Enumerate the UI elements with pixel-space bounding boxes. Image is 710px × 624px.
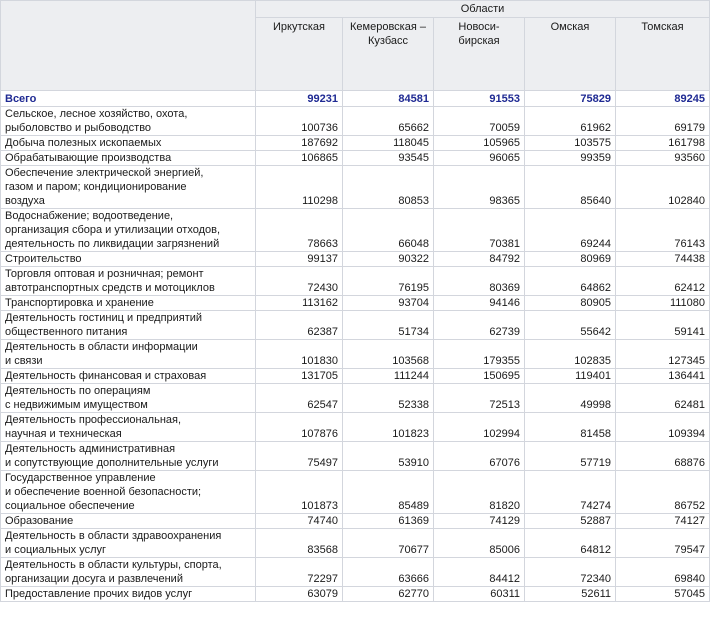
table-row [1,442,710,471]
row-label: Деятельность финансовая и страховая [1,369,256,384]
cell-value: 61369 [343,514,434,529]
cell-value: 72340 [525,558,616,587]
cell-value: 80853 [343,166,434,209]
cell-value: 69840 [616,558,710,587]
cell-value: 62739 [434,311,525,340]
column-header-novosibirsk: Новоси- бирская [434,18,525,91]
cell-value: 85489 [343,471,434,514]
cell-value: 107876 [256,413,343,442]
row-label: Деятельность по операциям с недвижимым имуществом [1,384,256,413]
cell-value: 93560 [616,151,710,166]
column-header-irkutsk: Иркутская [256,18,343,91]
row-label: Деятельность в области здравоохранения и социальных услуг [1,529,256,558]
table-row [1,340,710,369]
cell-value: 61962 [525,107,616,136]
cell-value: 62481 [616,384,710,413]
row-label: Обеспечение электрической энергией, газом и паром; кондиционирование воздуха [1,166,256,209]
cell-value: 62387 [256,311,343,340]
cell-value: 119401 [525,369,616,384]
row-label: Всего [1,91,256,107]
cell-value: 69244 [525,209,616,252]
header-corner [1,1,256,91]
cell-value: 57719 [525,442,616,471]
cell-value: 102840 [616,166,710,209]
cell-value: 74740 [256,514,343,529]
cell-value: 80369 [434,267,525,296]
row-label: Деятельность гостиниц и предприятий общественного питания [1,311,256,340]
cell-value: 93704 [343,296,434,311]
row-label: Торговля оптовая и розничная; ремонт автотранспортных средств и мотоциклов [1,267,256,296]
cell-value: 131705 [256,369,343,384]
cell-value: 74129 [434,514,525,529]
cell-value: 64862 [525,267,616,296]
cell-value: 74438 [616,252,710,267]
row-label: Транспортировка и хранение [1,296,256,311]
row-label: Деятельность профессиональная, научная и техническая [1,413,256,442]
row-label: Деятельность в области культуры, спорта, организации досуга и развлечений [1,558,256,587]
row-label: Образование [1,514,256,529]
row-label: Деятельность административная и сопутствующие дополнительные услуги [1,442,256,471]
row-label: Деятельность в области информации и связи [1,340,256,369]
column-header-tomsk: Томская [616,18,710,91]
cell-value: 49998 [525,384,616,413]
cell-value: 90322 [343,252,434,267]
cell-value: 89245 [616,91,710,107]
table-row [1,384,710,413]
cell-value: 76195 [343,267,434,296]
cell-value: 110298 [256,166,343,209]
cell-value: 187692 [256,136,343,151]
cell-value: 64812 [525,529,616,558]
cell-value: 70059 [434,107,525,136]
cell-value: 62547 [256,384,343,413]
cell-value: 70381 [434,209,525,252]
cell-value: 102994 [434,413,525,442]
cell-value: 52611 [525,587,616,602]
cell-value: 111244 [343,369,434,384]
cell-value: 53910 [343,442,434,471]
table-row [1,514,710,529]
cell-value: 84412 [434,558,525,587]
cell-value: 81458 [525,413,616,442]
cell-value: 66048 [343,209,434,252]
region-group-header: Области [256,1,710,18]
cell-value: 78663 [256,209,343,252]
column-header-kemerovo: Кемеровская – Кузбасс [343,18,434,91]
table-row [1,107,710,136]
cell-value: 99359 [525,151,616,166]
table-row [1,296,710,311]
column-header-omsk: Омская [525,18,616,91]
row-label: Добыча полезных ископаемых [1,136,256,151]
cell-value: 74127 [616,514,710,529]
cell-value: 81820 [434,471,525,514]
cell-value: 102835 [525,340,616,369]
cell-value: 69179 [616,107,710,136]
total-row [1,91,710,107]
cell-value: 100736 [256,107,343,136]
table-row [1,166,710,209]
cell-value: 72430 [256,267,343,296]
row-label: Сельское, лесное хозяйство, охота, рыболовство и рыбоводство [1,107,256,136]
table-row [1,369,710,384]
cell-value: 99231 [256,91,343,107]
cell-value: 111080 [616,296,710,311]
cell-value: 127345 [616,340,710,369]
cell-value: 65662 [343,107,434,136]
cell-value: 79547 [616,529,710,558]
cell-value: 150695 [434,369,525,384]
table-row [1,413,710,442]
table-row [1,136,710,151]
cell-value: 105965 [434,136,525,151]
cell-value: 72297 [256,558,343,587]
cell-value: 76143 [616,209,710,252]
table-body [1,91,710,602]
cell-value: 80969 [525,252,616,267]
cell-value: 83568 [256,529,343,558]
cell-value: 101823 [343,413,434,442]
table-row [1,558,710,587]
cell-value: 52338 [343,384,434,413]
cell-value: 93545 [343,151,434,166]
cell-value: 60311 [434,587,525,602]
cell-value: 85640 [525,166,616,209]
row-label: Государственное управление и обеспечение военной безопасности; социальное обеспечение [1,471,256,514]
cell-value: 101873 [256,471,343,514]
table-row [1,151,710,166]
cell-value: 84792 [434,252,525,267]
cell-value: 68876 [616,442,710,471]
cell-value: 63079 [256,587,343,602]
table-row [1,311,710,340]
cell-value: 55642 [525,311,616,340]
cell-value: 51734 [343,311,434,340]
cell-value: 94146 [434,296,525,311]
cell-value: 86752 [616,471,710,514]
cell-value: 72513 [434,384,525,413]
cell-value: 96065 [434,151,525,166]
table-row [1,471,710,514]
cell-value: 91553 [434,91,525,107]
cell-value: 74274 [525,471,616,514]
cell-value: 106865 [256,151,343,166]
cell-value: 179355 [434,340,525,369]
cell-value: 75829 [525,91,616,107]
cell-value: 98365 [434,166,525,209]
row-label: Водоснабжение; водоотведение, организация сбора и утилизации отходов, деятельность по ликвидации загрязнений [1,209,256,252]
row-label: Строительство [1,252,256,267]
cell-value: 84581 [343,91,434,107]
cell-value: 109394 [616,413,710,442]
cell-value: 57045 [616,587,710,602]
cell-value: 52887 [525,514,616,529]
cell-value: 67076 [434,442,525,471]
cell-value: 103568 [343,340,434,369]
cell-value: 118045 [343,136,434,151]
table-row [1,587,710,602]
cell-value: 70677 [343,529,434,558]
cell-value: 63666 [343,558,434,587]
cell-value: 136441 [616,369,710,384]
table-row [1,252,710,267]
cell-value: 62412 [616,267,710,296]
cell-value: 62770 [343,587,434,602]
table-row [1,529,710,558]
cell-value: 75497 [256,442,343,471]
cell-value: 59141 [616,311,710,340]
cell-value: 113162 [256,296,343,311]
cell-value: 161798 [616,136,710,151]
cell-value: 101830 [256,340,343,369]
row-label: Предоставление прочих видов услуг [1,587,256,602]
cell-value: 103575 [525,136,616,151]
cell-value: 80905 [525,296,616,311]
cell-value: 99137 [256,252,343,267]
table-row [1,267,710,296]
cell-value: 85006 [434,529,525,558]
row-label: Обрабатывающие производства [1,151,256,166]
table-row [1,209,710,252]
